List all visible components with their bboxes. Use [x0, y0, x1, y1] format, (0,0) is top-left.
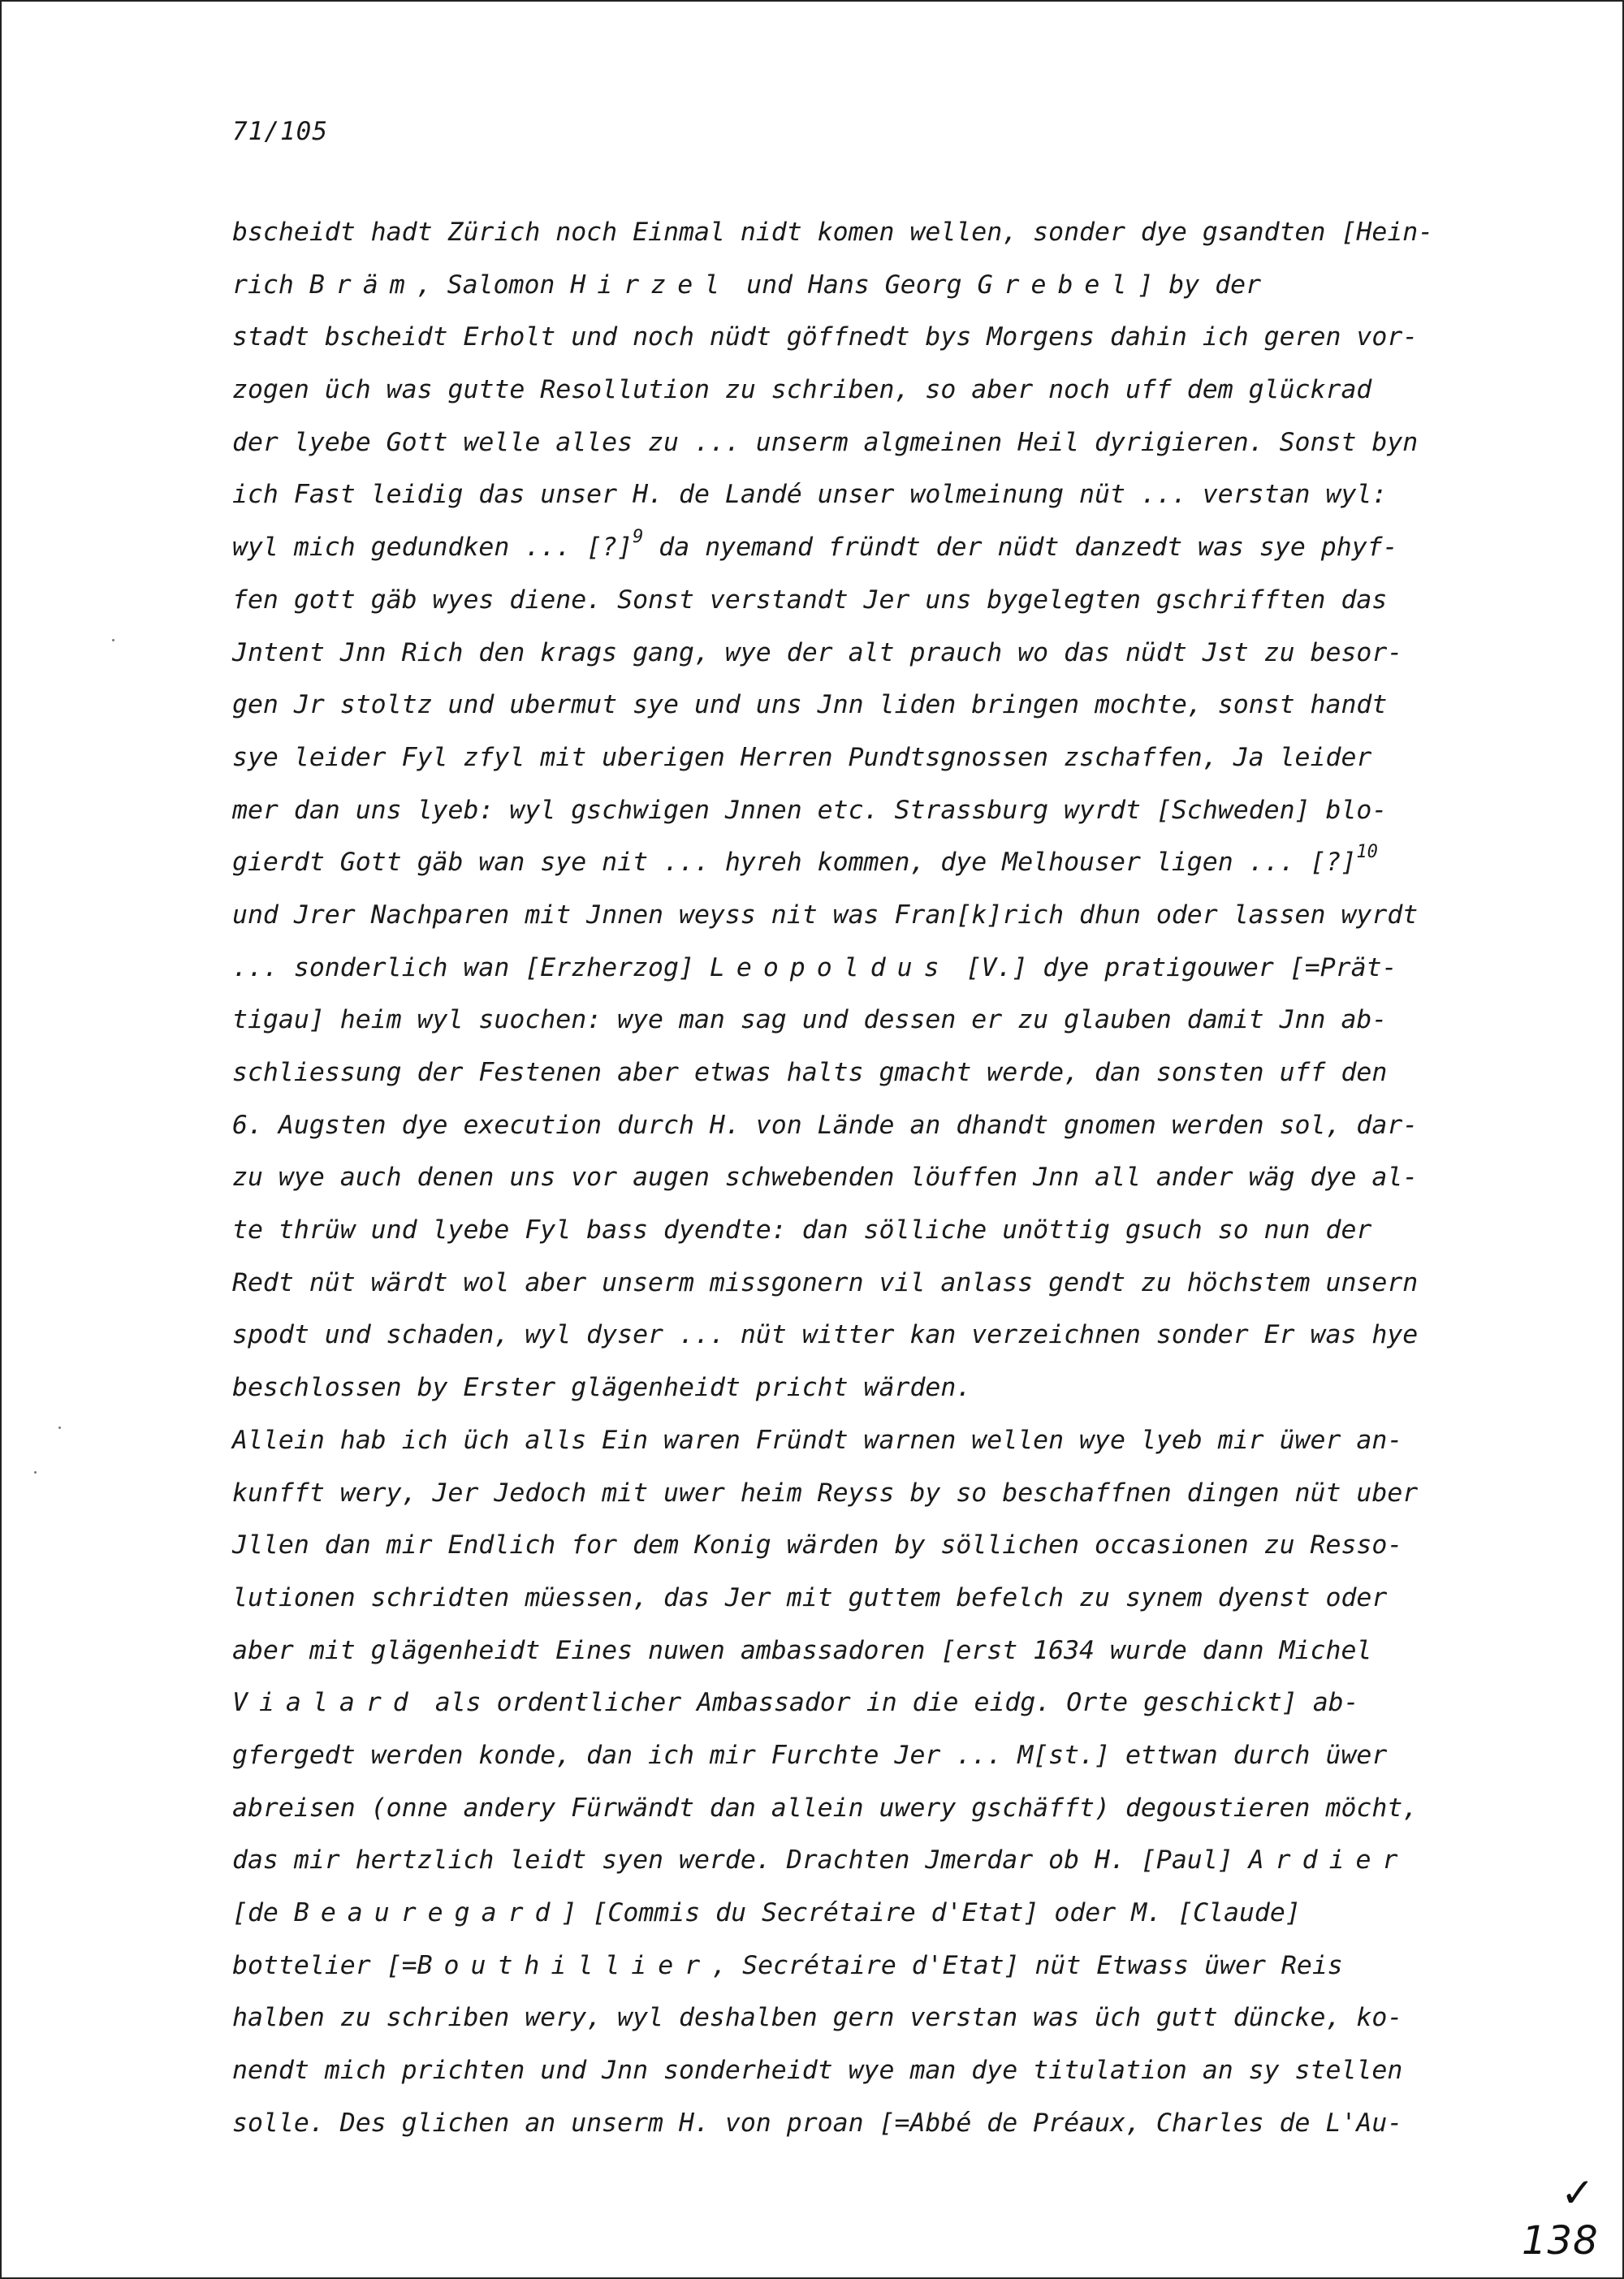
text-segment: bottelier [= — [232, 1950, 417, 1980]
text-line — [232, 1940, 1531, 1992]
text-segment: schliessung der Festenen aber etwas halts gmacht werde, dan sonsten uff den — [232, 1058, 1388, 1087]
text-segment: spodt und schaden, wyl dyser ... nüt witter kan verzeichnen sonder Er was hye — [232, 1320, 1419, 1350]
margin-dot — [58, 1427, 61, 1429]
text-line — [232, 311, 1531, 364]
text-line — [232, 468, 1531, 521]
text-line — [232, 1047, 1531, 1099]
text-line — [232, 836, 1531, 889]
text-segment: solle. Des glichen an unserm H. von proan [=Abbé de Préaux, Charles de L'Au- — [232, 2108, 1403, 2138]
text-segment: Allein hab ich üch alls Ein waren Fründt warnen wellen wye lyeb mir üwer an- — [232, 1425, 1403, 1455]
spaced-name: Ardier — [1248, 1845, 1410, 1875]
text-line — [232, 627, 1531, 680]
text-segment: lutionen schridten müessen, das Jer mit guttem befelch zu synem dyenst oder — [232, 1582, 1388, 1612]
text-segment: der lyebe Gott welle alles zu ... unserm algmeinen Heil dyrigieren. Sonst byn — [232, 427, 1419, 457]
spaced-name: Hirzel — [570, 270, 732, 300]
text-line — [232, 2097, 1531, 2150]
text-segment: kunfft wery, Jer Jedoch mit uwer heim Reyss by so beschaffnen dingen nüt uber — [232, 1478, 1419, 1508]
text-line — [232, 364, 1531, 417]
text-segment: halben zu schriben wery, wyl deshalben gern verstan was üch gutt düncke, ko- — [232, 2003, 1403, 2033]
text-segment: abreisen (onne andery Fürwändt dan allein uwery gschäfft) degoustieren möcht, — [232, 1793, 1419, 1823]
text-line — [232, 1992, 1531, 2044]
text-line — [232, 417, 1531, 469]
margin-dot — [112, 639, 114, 641]
text-segment: tigau] heim wyl suochen: wye man sag und dessen er zu glauben damit Jnn ab- — [232, 1005, 1388, 1035]
text-line — [232, 1625, 1531, 1677]
text-segment: Redt nüt wärdt wol aber unserm missgonern vil anlass gendt zu höchstem unsern — [232, 1267, 1419, 1297]
text-line — [232, 1257, 1531, 1310]
text-segment: , Salomon — [416, 270, 571, 300]
text-line — [232, 784, 1531, 837]
text-line — [232, 1729, 1531, 1782]
text-segment: stadt bscheidt Erholt und noch nüdt göffnedt bys Morgens dahin ich geren vor- — [232, 322, 1419, 352]
spaced-name: Leopoldus — [709, 952, 951, 982]
spaced-name: Beauregard — [293, 1898, 562, 1927]
text-line — [232, 942, 1531, 995]
text-segment: wyl mich gedundken ... [?] — [232, 533, 633, 563]
text-line — [232, 206, 1531, 259]
text-line — [232, 1467, 1531, 1520]
text-segment: gierdt Gott gäb wan sye nit ... hyreh kommen, dye Melhouser ligen ... [?] — [232, 848, 1357, 878]
text-segment: das mir hertzlich leidt syen werde. Drachten Jmerdar ob H. [Paul] — [232, 1845, 1249, 1875]
text-segment: und Hans Georg — [731, 270, 978, 300]
text-line — [232, 1309, 1531, 1362]
text-segment: bscheidt hadt Zürich noch Einmal nidt komen wellen, sonder dye gsandten [Hein- — [232, 218, 1434, 247]
text-line — [232, 889, 1531, 942]
text-segment: ] [Commis du Secrétaire d'Etat] oder M. [Claude] — [561, 1898, 1301, 1927]
text-segment: gen Jr stoltz und ubermut sye und uns Jnn liden bringen mochte, sonst handt — [232, 690, 1388, 720]
text-line — [232, 1099, 1531, 1152]
text-segment: Jntent Jnn Rich den krags gang, wye der alt prauch wo das nüdt Jst zu besor- — [232, 637, 1403, 667]
folio-number: 138 — [1522, 2218, 1599, 2264]
margin-dot — [34, 1471, 37, 1474]
text-segment: ich Fast leidig das unser H. de Landé unser wolmeinung nüt ... verstan wyl: — [232, 480, 1388, 510]
spaced-name: Vialard — [232, 1688, 420, 1718]
text-line — [232, 1414, 1531, 1467]
page-number: 71/105 — [232, 117, 328, 146]
text-segment: als ordentlicher Ambassador in die eidg. Orte geschickt] ab- — [419, 1688, 1359, 1718]
text-segment: mer dan uns lyeb: wyl gschwigen Jnnen etc. Strassburg wyrdt [Schweden] blo- — [232, 795, 1388, 825]
text-segment: nendt mich prichten und Jnn sonderheidt wye man dye titulation an sy stellen — [232, 2056, 1403, 2086]
text-line — [232, 1362, 1531, 1414]
text-line — [232, 1782, 1531, 1835]
text-segment: beschlossen by Erster glägenheidt pricht wärden. — [232, 1373, 972, 1403]
text-segment: zu wye auch denen uns vor augen schwebenden löuffen Jnn all ander wäg dye al- — [232, 1163, 1419, 1193]
text-line — [232, 679, 1531, 732]
text-segment: gfergedt werden konde, dan ich mir Furchte Jer ... M[st.] ettwan durch üwer — [232, 1740, 1388, 1770]
text-segment: da nyemand fründt der nüdt danzedt was sye phyf- — [643, 533, 1398, 563]
spaced-name: Grebel — [977, 270, 1138, 300]
footnote-marker: 10 — [1356, 842, 1378, 863]
footnote-marker: 9 — [633, 527, 644, 548]
text-segment: aber mit glägenheidt Eines nuwen ambassadoren [erst 1634 wurde dann Michel — [232, 1635, 1372, 1665]
transcription-text — [232, 206, 1531, 2149]
text-segment: Jllen dan mir Endlich for dem Konig wärden by söllichen occasionen zu Resso- — [232, 1530, 1403, 1560]
text-line — [232, 994, 1531, 1047]
text-line — [232, 1677, 1531, 1729]
text-line — [232, 732, 1531, 784]
text-line — [232, 574, 1531, 627]
text-line — [232, 1834, 1531, 1887]
text-segment: zogen üch was gutte Resollution zu schriben, so aber noch uff dem glückrad — [232, 375, 1372, 405]
text-line — [232, 259, 1531, 312]
text-segment: [V.] dye pratigouwer [=Prät- — [950, 952, 1397, 982]
text-line — [232, 1887, 1531, 1940]
text-line — [232, 521, 1531, 574]
checkmark-annotation: ✓ — [1561, 2169, 1595, 2216]
text-segment: rich — [232, 270, 309, 300]
text-line — [232, 1204, 1531, 1257]
text-line — [232, 1572, 1531, 1625]
text-segment: [de — [232, 1898, 294, 1927]
spaced-name: Bräm — [309, 270, 417, 300]
text-line — [232, 1151, 1531, 1204]
text-segment: , Secrétaire d'Etat] nüt Etwass üwer Reis — [711, 1950, 1343, 1980]
spaced-name: Bouthillier — [417, 1950, 712, 1980]
text-segment: sye leider Fyl zfyl mit uberigen Herren Pundtsgnossen zschaffen, Ja leider — [232, 742, 1372, 772]
text-segment: und Jrer Nachparen mit Jnnen weyss nit was Fran[k]rich dhun oder lassen wyrdt — [232, 900, 1419, 930]
text-segment: te thrüw und lyebe Fyl bass dyendte: dan sölliche unöttig gsuch so nun der — [232, 1215, 1372, 1245]
text-segment: 6. Augsten dye execution durch H. von Lände an dhandt gnomen werden sol, dar- — [232, 1110, 1419, 1140]
text-line — [232, 2044, 1531, 2097]
text-line — [232, 1519, 1531, 1572]
text-segment: ... sonderlich wan [Erzherzog] — [232, 952, 710, 982]
text-segment: fen gott gäb wyes diene. Sonst verstandt Jer uns bygelegten gschrifften das — [232, 585, 1388, 615]
text-segment: ] by der — [1138, 270, 1262, 300]
